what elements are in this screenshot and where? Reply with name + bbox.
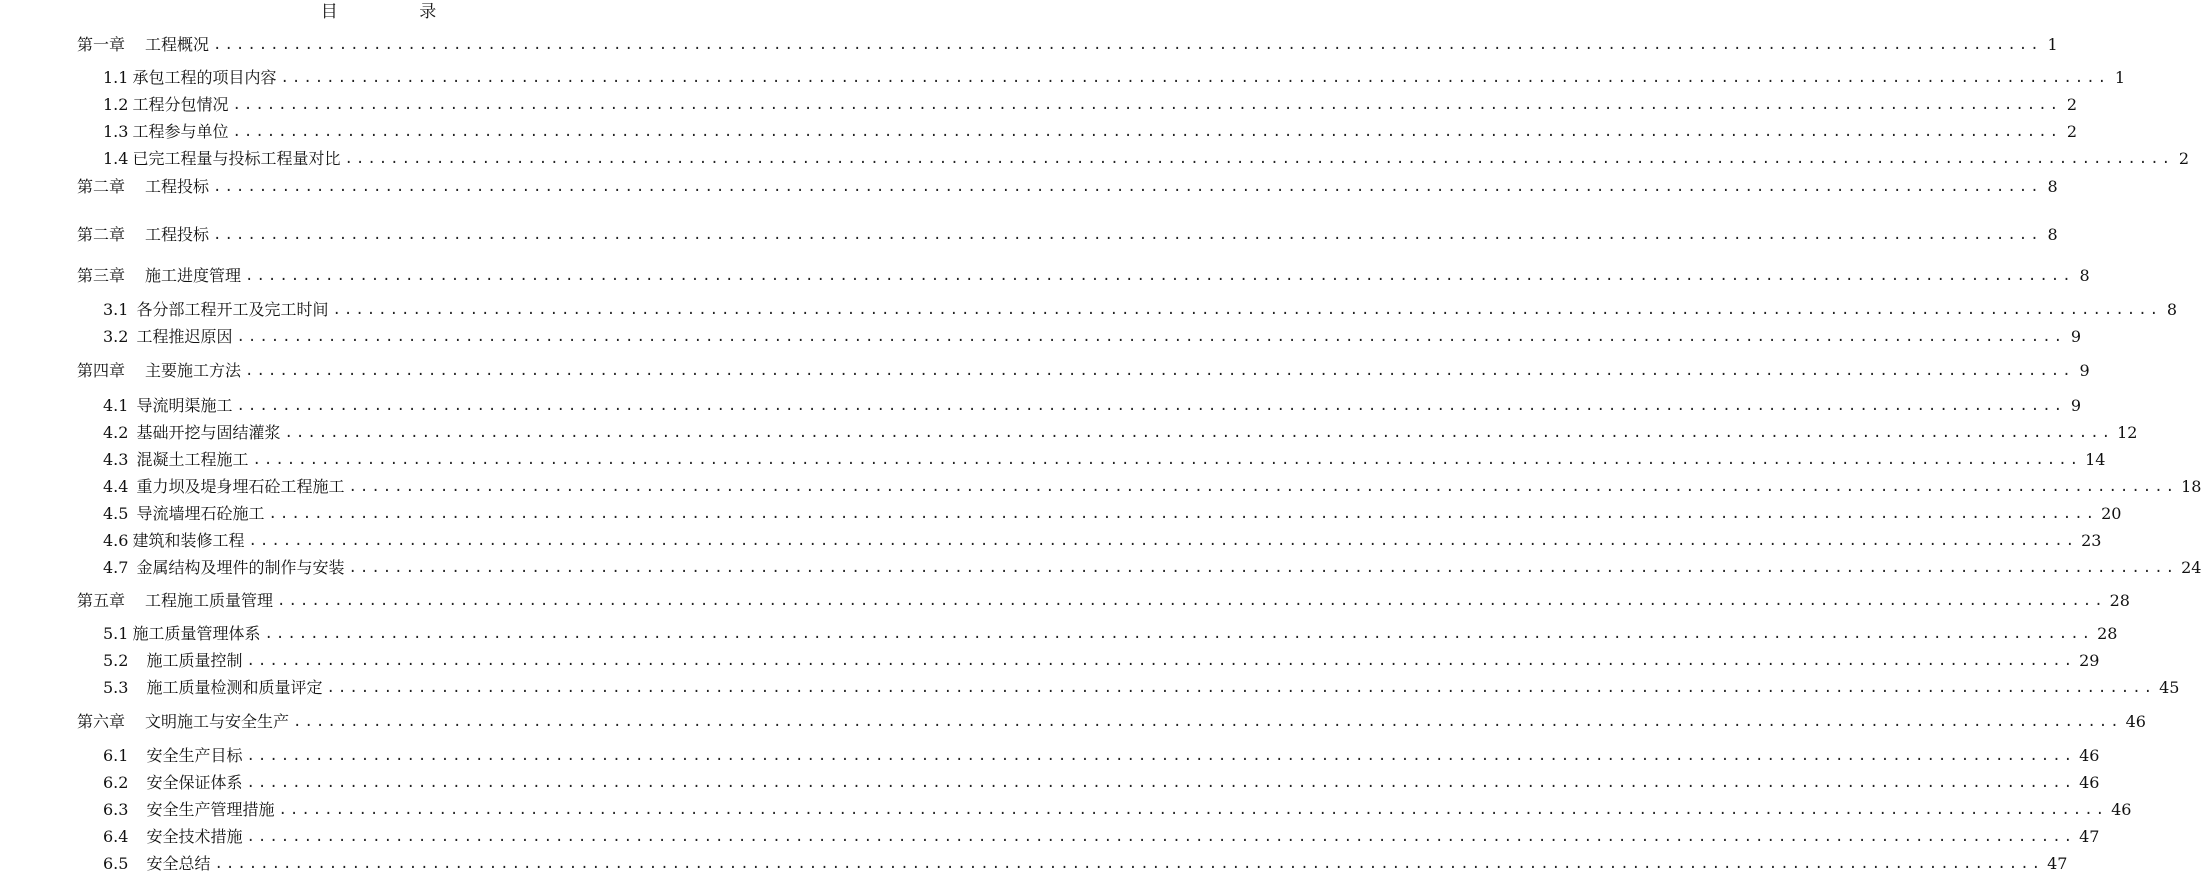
- toc-entry-label: [103, 651, 242, 671]
- toc-section[interactable]: [103, 423, 2138, 443]
- toc-entry-label: [103, 450, 248, 470]
- toc-chapter[interactable]: [77, 177, 2058, 197]
- toc-entry-title: 工程投标: [145, 177, 210, 196]
- toc-page-number: 9: [2079, 361, 2090, 380]
- toc-entry-label: [103, 678, 322, 698]
- toc-entry-title: 安全生产管理措施: [146, 800, 275, 819]
- toc-entry-label: [103, 300, 328, 320]
- toc-entry-number: 1.3: [103, 122, 129, 141]
- toc-page-number: 45: [2159, 678, 2180, 697]
- toc-page-number: 46: [2079, 773, 2100, 792]
- toc-section[interactable]: [103, 122, 2078, 142]
- dot-leader: ................................................................................................................................................................: [246, 748, 2076, 764]
- toc-section[interactable]: [103, 327, 2082, 347]
- toc-entry-label: [103, 800, 274, 820]
- dot-leader: ................................................................................................................................................................: [246, 775, 2076, 791]
- toc-page-number: 14: [2085, 450, 2106, 469]
- toc-chapter[interactable]: [77, 591, 2130, 611]
- dot-leader: ................................................................................................................................................................: [326, 680, 2156, 696]
- toc-page-number: 23: [2081, 531, 2102, 550]
- toc-entry-title: 工程推迟原因: [136, 327, 233, 346]
- dot-leader: ................................................................................................................................................................: [278, 802, 2108, 818]
- toc-page-number: 1: [2047, 35, 2058, 54]
- toc-page-number: 24: [2181, 558, 2201, 577]
- toc-section[interactable]: [103, 773, 2100, 793]
- toc-entry-label: [103, 423, 280, 443]
- toc-page-number: 12: [2117, 423, 2138, 442]
- toc-section[interactable]: [103, 396, 2082, 416]
- dot-leader: ................................................................................................................................................................: [293, 714, 2122, 730]
- toc-section[interactable]: [103, 300, 2178, 320]
- toc-entry-number: 第六章: [77, 712, 126, 731]
- toc-entry-number: 6.3: [103, 800, 129, 819]
- toc-section[interactable]: [103, 149, 2190, 169]
- toc-entry-label: [77, 266, 241, 286]
- dot-leader: ................................................................................................................................................................: [246, 829, 2076, 845]
- toc-entry-label: [103, 396, 232, 416]
- toc-entry-label: [103, 773, 242, 793]
- toc-entry-title: 施工进度管理: [145, 266, 242, 285]
- toc-entry-title: 安全总结: [146, 854, 211, 873]
- dot-leader: ................................................................................................................................................................: [344, 151, 2174, 167]
- dot-leader: ................................................................................................................................................................: [268, 506, 2098, 522]
- toc-section[interactable]: [103, 477, 2201, 497]
- toc-chapter[interactable]: [77, 361, 2090, 381]
- toc-entry-number: 1.2: [103, 95, 129, 114]
- toc-chapter[interactable]: [77, 225, 2058, 245]
- dot-leader: ................................................................................................................................................................: [213, 227, 2042, 243]
- toc-page-number: 46: [2111, 800, 2132, 819]
- toc-section[interactable]: [103, 504, 2122, 524]
- toc-page-number: 8: [2047, 225, 2058, 244]
- toc-page-number: 9: [2070, 327, 2082, 346]
- toc-page-number: 28: [2109, 591, 2130, 610]
- dot-leader: ................................................................................................................................................................: [245, 363, 2074, 379]
- toc-entry-label: [103, 504, 264, 524]
- toc-entry-label: [103, 531, 244, 551]
- toc-entry-number: 第三章: [77, 266, 126, 285]
- toc-page-number: 29: [2079, 651, 2100, 670]
- toc-entry-number: 3.1: [103, 300, 129, 319]
- dot-leader: ................................................................................................................................................................: [248, 533, 2078, 549]
- toc-entry-number: 1.1: [103, 68, 129, 87]
- toc-entry-title: 建筑和装修工程: [132, 531, 245, 550]
- toc-section[interactable]: [103, 68, 2126, 88]
- toc-entry-title: 工程分包情况: [132, 95, 229, 114]
- toc-section[interactable]: [103, 800, 2132, 820]
- toc-section[interactable]: [103, 558, 2201, 578]
- toc-page-number: 9: [2070, 396, 2082, 415]
- toc-entry-title: 基础开挖与固结灌浆: [136, 423, 281, 442]
- toc-entry-title: 工程参与单位: [132, 122, 229, 141]
- toc-entry-title: 工程概况: [145, 35, 210, 54]
- toc-entry-number: 第二章: [77, 177, 126, 196]
- toc-entry-label: [103, 95, 228, 115]
- toc-entry-label: [103, 746, 242, 766]
- toc-page-number: 2: [2178, 149, 2190, 168]
- toc-page-number: 8: [2166, 300, 2178, 319]
- toc-page-number: 18: [2181, 477, 2201, 496]
- toc-entry-label: [103, 558, 344, 578]
- toc-page-number: 8: [2079, 266, 2090, 285]
- toc-entry-number: 6.1: [103, 746, 129, 765]
- toc-entry-number: 4.3: [103, 450, 129, 469]
- dot-leader: ................................................................................................................................................................: [252, 452, 2082, 468]
- toc-entry-title: 施工质量管理体系: [132, 624, 261, 643]
- dot-leader: ................................................................................................................................................................: [214, 856, 2044, 872]
- toc-entry-title: 施工质量检测和质量评定: [146, 678, 323, 697]
- toc-entry-number: 第五章: [77, 591, 126, 610]
- toc-entry-number: 4.2: [103, 423, 129, 442]
- toc-title: 目 录: [320, 2, 475, 22]
- toc-entry-label: [103, 854, 210, 874]
- toc-entry-title: 导流墙埋石砼施工: [136, 504, 265, 523]
- toc-entry-title: 已完工程量与投标工程量对比: [132, 149, 341, 168]
- toc-entry-title: 主要施工方法: [145, 361, 242, 380]
- toc-entry-number: 第二章: [77, 225, 126, 244]
- toc-entry-label: [77, 177, 209, 197]
- toc-entry-title: 施工质量控制: [146, 651, 243, 670]
- toc-entry-number: 4.7: [103, 558, 129, 577]
- toc-section[interactable]: [103, 95, 2078, 115]
- toc-entry-label: [103, 327, 232, 347]
- toc-entry-number: 4.1: [103, 396, 129, 415]
- toc-entry-number: 第四章: [77, 361, 126, 380]
- toc-entry-number: 第一章: [77, 35, 126, 54]
- toc-section[interactable]: [103, 678, 2180, 698]
- toc-section[interactable]: [103, 827, 2100, 847]
- toc-section[interactable]: [103, 531, 2102, 551]
- toc-page-number: 46: [2125, 712, 2146, 731]
- toc-entry-title: 混凝土工程施工: [136, 450, 249, 469]
- toc-entry-title: 文明施工与安全生产: [145, 712, 290, 731]
- toc-entry-title: 承包工程的项目内容: [132, 68, 277, 87]
- toc-chapter[interactable]: [77, 35, 2058, 55]
- toc-entry-number: 4.5: [103, 504, 129, 523]
- toc-entry-number: 5.2: [103, 651, 129, 670]
- toc-entry-number: 1.4: [103, 149, 129, 168]
- toc-entry-title: 工程投标: [145, 225, 210, 244]
- toc-entry-title: 工程施工质量管理: [145, 591, 274, 610]
- dot-leader: ................................................................................................................................................................: [332, 302, 2162, 318]
- toc-entry-number: 6.2: [103, 773, 129, 792]
- toc-page-number: 28: [2097, 624, 2118, 643]
- toc-section[interactable]: [103, 624, 2118, 644]
- toc-entry-number: 6.5: [103, 854, 129, 873]
- toc-section[interactable]: [103, 854, 2068, 874]
- toc-entry-title: 导流明渠施工: [136, 396, 233, 415]
- toc-entry-title: 各分部工程开工及完工时间: [136, 300, 329, 319]
- toc-page-number: 47: [2079, 827, 2100, 846]
- dot-leader: ................................................................................................................................................................: [277, 593, 2106, 609]
- toc-entry-number: 5.3: [103, 678, 129, 697]
- toc-section[interactable]: [103, 651, 2100, 671]
- dot-leader: ................................................................................................................................................................: [246, 653, 2076, 669]
- dot-leader: ................................................................................................................................................................: [348, 479, 2178, 495]
- toc-entry-title: 安全保证体系: [146, 773, 243, 792]
- toc-page-number: 8: [2047, 177, 2058, 196]
- toc-entry-number: 6.4: [103, 827, 129, 846]
- toc-entry-number: 4.6: [103, 531, 129, 550]
- toc-entry-label: [77, 361, 241, 381]
- toc-section[interactable]: [103, 746, 2100, 766]
- toc-entry-number: 5.1: [103, 624, 129, 643]
- dot-leader: ................................................................................................................................................................: [245, 268, 2074, 284]
- toc-entry-label: [77, 712, 289, 732]
- toc-entry-label: [103, 477, 344, 497]
- toc-entry-title: 安全技术措施: [146, 827, 243, 846]
- toc-entry-label: [103, 68, 276, 88]
- toc-entry-label: [103, 122, 228, 142]
- toc-page-number: 47: [2047, 854, 2068, 873]
- dot-leader: ................................................................................................................................................................: [280, 70, 2110, 86]
- dot-leader: ................................................................................................................................................................: [232, 124, 2062, 140]
- toc-page-number: 46: [2079, 746, 2100, 765]
- toc-entry-title: 安全生产目标: [146, 746, 243, 765]
- toc-entry-title: 重力坝及堤身埋石砼工程施工: [136, 477, 345, 496]
- toc-entry-number: 3.2: [103, 327, 129, 346]
- toc-section[interactable]: [103, 450, 2106, 470]
- toc-entry-title: 金属结构及埋件的制作与安装: [136, 558, 345, 577]
- toc-entry-label: [103, 149, 340, 169]
- dot-leader: ................................................................................................................................................................: [236, 398, 2066, 414]
- dot-leader: ................................................................................................................................................................: [284, 425, 2114, 441]
- toc-chapter[interactable]: [77, 266, 2090, 286]
- toc-entry-label: [103, 624, 260, 644]
- dot-leader: ................................................................................................................................................................: [236, 329, 2066, 345]
- toc-page-number: 2: [2066, 95, 2078, 114]
- toc-entry-label: [77, 35, 209, 55]
- dot-leader: ................................................................................................................................................................: [348, 560, 2178, 576]
- toc-entry-label: [77, 591, 273, 611]
- toc-entry-label: [103, 827, 242, 847]
- toc-entry-label: [77, 225, 209, 245]
- dot-leader: ................................................................................................................................................................: [264, 626, 2094, 642]
- toc-entry-number: 4.4: [103, 477, 129, 496]
- toc-page-number: 20: [2101, 504, 2122, 523]
- toc-page-number: 1: [2114, 68, 2126, 87]
- toc-chapter[interactable]: [77, 712, 2146, 732]
- dot-leader: ................................................................................................................................................................: [213, 179, 2042, 195]
- dot-leader: ................................................................................................................................................................: [232, 97, 2062, 113]
- dot-leader: ................................................................................................................................................................: [213, 37, 2042, 53]
- toc-page-number: 2: [2066, 122, 2078, 141]
